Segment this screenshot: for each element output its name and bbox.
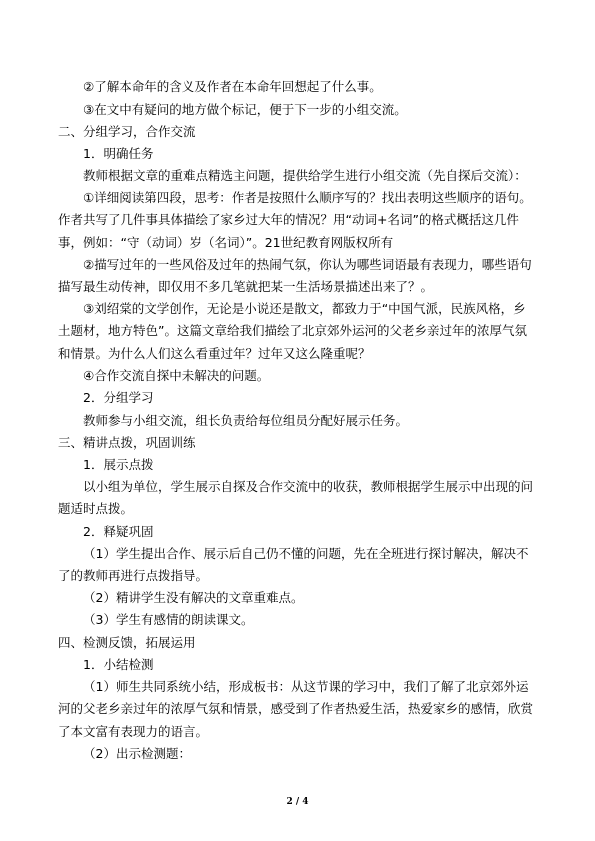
subheading-show: 1．展示点拨 xyxy=(83,457,154,472)
section-heading-3: 三、精讲点拨，巩固训练 xyxy=(58,435,196,450)
paragraph-2: ③在文中有疑问的地方做个标记，便于下一步的小组交流。 xyxy=(83,102,407,117)
item-summary-1: （1）师生共同系统小结，形成板书：从这节课的学习中，我们了解了北京郊外运河的父老乡亲过年的浓厚气氛和情景，感受到了作者热爱生活，热爱家乡的感情，欣赏了本文富有表现力的语言。 xyxy=(58,679,534,739)
paragraph-show: 以小组为单位，学生展示自探及合作交流中的收获，教师根据学生展示中出现的问题适时点拨。 xyxy=(58,479,534,517)
item-summary-2: （2）出示检测题： xyxy=(83,746,191,761)
paragraph-task-intro: 教师根据文章的重难点精选主问题，提供给学生进行小组交流（先自探后交流）： xyxy=(83,168,527,183)
paragraph-1: ②了解本命年的含义及作者在本命年回想起了什么事。 xyxy=(83,79,382,94)
paragraph-group-study: 教师参与小组交流，组长负责给每位组员分配好展示任务。 xyxy=(83,413,409,428)
subheading-group-study: 2．分组学习 xyxy=(83,390,154,405)
subheading-summary: 1．小结检测 xyxy=(83,657,154,672)
question-4: ④合作交流自探中未解决的问题。 xyxy=(83,368,270,383)
item-resolve-1: （1）学生提出合作、展示后自己仍不懂的问题，先在全班进行探讨解决，解决不了的教师再进行点拨指导。 xyxy=(58,546,529,584)
item-resolve-2: （2）精讲学生没有解决的文章重难点。 xyxy=(83,590,304,605)
section-heading-4: 四、检测反馈，拓展运用 xyxy=(58,635,196,650)
subheading-task: 1．明确任务 xyxy=(83,146,154,161)
subheading-resolve: 2．释疑巩固 xyxy=(83,524,154,539)
question-3: ③刘绍棠的文学创作，无论是小说还是散文，都致力于“中国气派，民族风格，乡土题材，地方特色”。这篇文章给我们描绘了北京郊外运河的父老乡亲过年的浓厚气氛和情景。为什么人们这么看重过年？过年又这么隆重呢？ xyxy=(58,301,527,361)
page-number: 2 / 4 xyxy=(286,797,309,807)
item-resolve-3: （3）学生有感情的朗读课文。 xyxy=(83,612,254,627)
question-2: ②描写过年的一些风俗及过年的热闹气氛，你认为哪些词语最有表现力，哪些语句描写最生动传神，即仅用不多几笔就把某一生活场景描述出来了？。 xyxy=(58,257,532,295)
section-heading-2: 二、分组学习，合作交流 xyxy=(58,124,196,139)
question-1: ①详细阅读第四段，思考：作者是按照什么顺序写的？找出表明这些顺序的语句。作者共写了几件事具体描绘了家乡过大年的情况？用“动词+名词”的格式概括这几件事，例如：“守（动词）岁（名词）”。21世纪教育网版权所有 xyxy=(58,190,532,250)
